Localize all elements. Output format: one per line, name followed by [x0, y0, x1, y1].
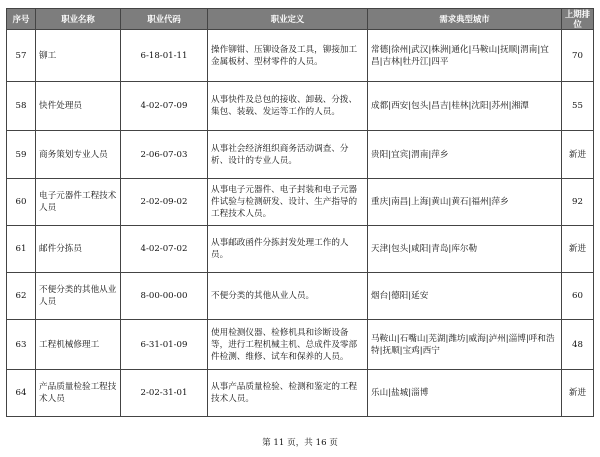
table-row	[7, 320, 594, 370]
cell-code: 2-06-07-03	[121, 131, 208, 179]
table-row	[7, 131, 594, 179]
cell-cities: 天津|包头|咸阳|青岛|库尔勒	[368, 226, 562, 273]
cell-name: 不便分类的其他从业人员	[36, 273, 121, 320]
cell-code: 2-02-09-02	[121, 179, 208, 226]
cell-seq: 59	[7, 131, 36, 179]
cell-cities: 常德|徐州|武汉|株洲|通化|马鞍山|抚顺|渭南|宜昌|吉林|牡丹江|四平	[368, 30, 562, 82]
occupation-table	[6, 8, 594, 417]
cell-definition: 从事快件及总包的接收、卸载、分拨、集包、装载、发运等工作的人员。	[208, 82, 368, 131]
cell-code: 4-02-07-09	[121, 82, 208, 131]
cell-prev-rank: 55	[562, 82, 594, 131]
table-row	[7, 82, 594, 131]
page-footer: 第 11 页，共 16 页	[262, 438, 338, 448]
cell-seq: 64	[7, 370, 36, 417]
cell-seq: 58	[7, 82, 36, 131]
cell-name: 铆工	[36, 30, 121, 82]
cell-name: 产品质量检验工程技术人员	[36, 370, 121, 417]
cell-prev-rank: 70	[562, 30, 594, 82]
cell-name: 商务策划专业人员	[36, 131, 121, 179]
cell-prev-rank: 48	[562, 320, 594, 370]
cell-cities: 成都|西安|包头|昌吉|桂林|沈阳|苏州|湘潭	[368, 82, 562, 131]
header-prev-rank: 上期排位	[562, 9, 594, 30]
cell-seq: 60	[7, 179, 36, 226]
table-row	[7, 179, 594, 226]
cell-prev-rank: 92	[562, 179, 594, 226]
cell-code: 8-00-00-00	[121, 273, 208, 320]
cell-seq: 57	[7, 30, 36, 82]
cell-cities: 烟台|德阳|延安	[368, 273, 562, 320]
cell-definition: 不便分类的其他从业人员。	[208, 273, 368, 320]
cell-name: 快件处理员	[36, 82, 121, 131]
table-row	[7, 226, 594, 273]
cell-prev-rank: 新进	[562, 131, 594, 179]
cell-code: 6-18-01-11	[121, 30, 208, 82]
cell-cities: 马鞍山|石嘴山|芜湖|潍坊|威海|泸州|淄博|呼和浩特|抚顺|宝鸡|西宁	[368, 320, 562, 370]
table-row	[7, 30, 594, 82]
cell-cities: 乐山|盐城|淄博	[368, 370, 562, 417]
cell-name: 邮件分拣员	[36, 226, 121, 273]
cell-name: 电子元器件工程技术人员	[36, 179, 121, 226]
cell-definition: 从事邮政函件分拣封发处理工作的人员。	[208, 226, 368, 273]
header-cities: 需求典型城市	[368, 9, 562, 30]
cell-seq: 62	[7, 273, 36, 320]
cell-name: 工程机械修理工	[36, 320, 121, 370]
header-code: 职业代码	[121, 9, 208, 30]
cell-cities: 贵阳|宜宾|渭南|萍乡	[368, 131, 562, 179]
header-seq: 序号	[7, 9, 36, 30]
cell-code: 6-31-01-09	[121, 320, 208, 370]
cell-definition: 从事社会经济组织商务活动调查、分析、设计的专业人员。	[208, 131, 368, 179]
cell-cities: 重庆|南昌|上海|黄山|黄石|福州|萍乡	[368, 179, 562, 226]
cell-definition: 操作铆钳、压铆设备及工具，铆接加工金属板材、型材零件的人员。	[208, 30, 368, 82]
cell-definition: 从事产品质量检验、检测和鉴定的工程技术人员。	[208, 370, 368, 417]
cell-seq: 61	[7, 226, 36, 273]
cell-definition: 使用检测仪器、检修机具和诊断设备等，进行工程机械主机、总成件及零部件检测、维修、试车和保养的人员。	[208, 320, 368, 370]
cell-definition: 从事电子元器件、电子封装和电子元器件试验与检测研发、设计、生产指导的工程技术人员。	[208, 179, 368, 226]
header-definition: 职业定义	[208, 9, 368, 30]
header-name: 职业名称	[36, 9, 121, 30]
cell-seq: 63	[7, 320, 36, 370]
cell-prev-rank: 新进	[562, 370, 594, 417]
cell-prev-rank: 新进	[562, 226, 594, 273]
cell-code: 4-02-07-02	[121, 226, 208, 273]
cell-prev-rank: 60	[562, 273, 594, 320]
cell-code: 2-02-31-01	[121, 370, 208, 417]
table-row	[7, 370, 594, 417]
table-header-row	[7, 9, 594, 30]
table-row	[7, 273, 594, 320]
